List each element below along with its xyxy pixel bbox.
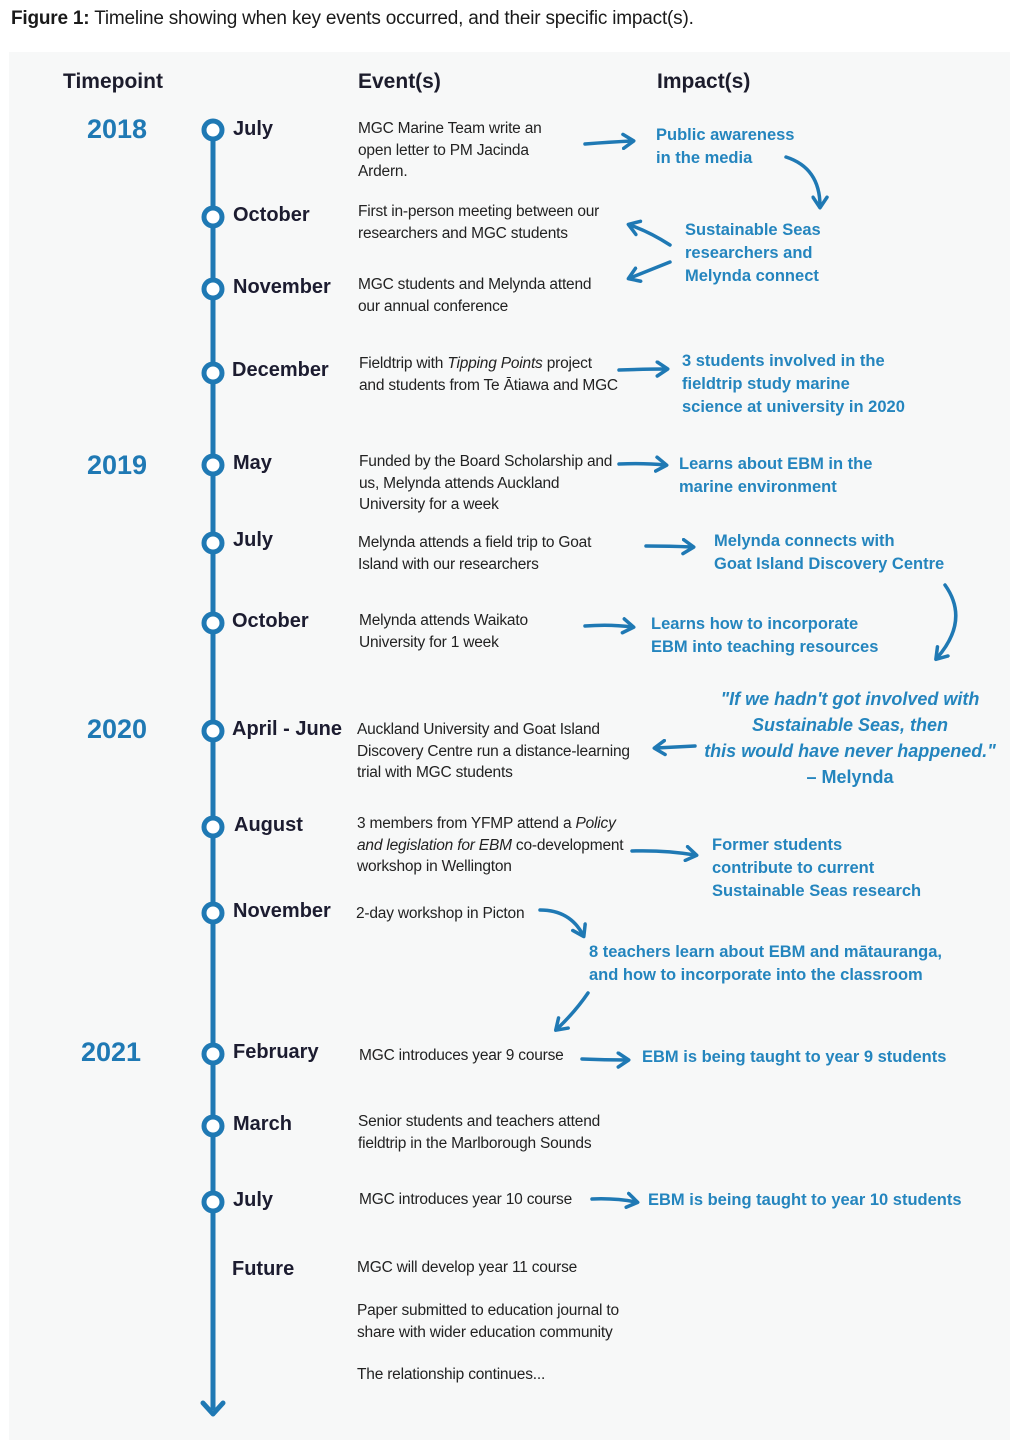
impact-text: Sustainable Seas researchers and Melynda connect [685, 221, 821, 285]
month-label: July [233, 118, 274, 140]
month-label: July [233, 529, 274, 551]
event-text: MGC students and Melynda attend our annual conference [358, 276, 592, 315]
month-label: November [233, 900, 331, 922]
event-text: Senior students and teachers attend fieldtrip in the Marlborough Sounds [358, 1113, 601, 1152]
year-2021: 2021 [81, 1037, 142, 1067]
month-label: March [233, 1113, 292, 1135]
impact-text: Melynda connects with Goat Island Discovery Centre [714, 532, 945, 573]
month-label: February [233, 1041, 319, 1063]
arrow-right-icon [585, 141, 632, 144]
event-text: Melynda attends a field trip to Goat Island with our researchers [358, 534, 592, 573]
event-text: 2-day workshop in Picton [356, 905, 525, 922]
arrow-down-left-icon [557, 993, 588, 1029]
header-timepoint: Timepoint [63, 70, 163, 93]
node-2021-march [204, 1117, 222, 1135]
month-label: December [232, 359, 329, 381]
month-label: July [233, 1189, 274, 1211]
event-text-part: 3 members from YFMP attend a [357, 815, 576, 832]
event-text [359, 353, 618, 396]
node-2018-july [204, 121, 222, 139]
event-text: First in-person meeting between our researchers and MGC students [358, 203, 600, 242]
month-label: April - June [232, 718, 343, 740]
node-2020-november [204, 904, 222, 922]
month-label: November [233, 276, 331, 298]
arrow-right-icon [582, 1059, 627, 1060]
figure-caption-text: Timeline showing when key events occurred, and their specific impact(s). [94, 8, 694, 29]
arrow-left-icon [656, 746, 695, 748]
node-2021-february [204, 1045, 222, 1063]
event-text: Auckland University and Goat Island Discovery Centre run a distance-learning trial with MGC students [357, 721, 630, 781]
node-2018-october [204, 208, 222, 226]
node-2019-may [204, 456, 222, 474]
impact-text: Learns about EBM in the marine environment [679, 455, 873, 496]
arrow-right-icon [619, 369, 666, 370]
year-2019: 2019 [87, 450, 148, 480]
impact-text: Former students contribute to current Sustainable Seas research [712, 836, 922, 900]
month-label: Future [232, 1258, 295, 1280]
arrow-right-icon [632, 851, 695, 855]
node-2019-october [204, 614, 222, 632]
event-text: Melynda attends Waikato University for 1 week [359, 612, 528, 651]
melynda-quote [700, 686, 1000, 790]
event-text: Funded by the Board Scholarship and us, Melynda attends Auckland University for a week [359, 453, 613, 513]
event-text-part: co-development workshop in Wellington [357, 836, 624, 875]
arrow-curve-down-icon [937, 585, 956, 658]
impact-text: 8 teachers learn about EBM and mātauranga, and how to incorporate into the classroom [589, 943, 943, 984]
month-label: October [232, 610, 309, 632]
arrow-right-icon [585, 625, 632, 627]
impact-text: 3 students involved in the fieldtrip study marine science at university in 2020 [682, 352, 905, 416]
event-text: MGC Marine Team write an open letter to PM Jacinda Ardern. [358, 120, 542, 180]
quote-author: – Melynda [806, 767, 894, 787]
impact-text: EBM is being taught to year 10 students [648, 1191, 962, 1209]
header-events: Event(s) [358, 70, 441, 93]
event-text: MGC introduces year 10 course [359, 1191, 573, 1208]
event-text-italic: Tipping Points [447, 355, 543, 372]
quote-text: "If we hadn't got involved with Sustainable Seas, then this would have never happened." [704, 689, 996, 761]
month-label: May [233, 452, 272, 474]
arrow-right-icon [592, 1199, 636, 1202]
month-label: August [234, 814, 303, 836]
month-label: October [233, 204, 310, 226]
node-2018-november [204, 280, 222, 298]
header-impacts: Impact(s) [657, 70, 751, 93]
event-text: The relationship continues... [357, 1366, 546, 1383]
impact-text: EBM is being taught to year 9 students [642, 1048, 947, 1066]
event-text: MGC will develop year 11 course [357, 1259, 578, 1276]
arrow-left-icon [630, 225, 670, 245]
event-text: MGC introduces year 9 course [359, 1047, 564, 1064]
impact-text: Learns how to incorporate EBM into teaching resources [651, 615, 879, 656]
year-2020: 2020 [87, 714, 148, 744]
arrow-left-icon [630, 262, 670, 278]
event-text-part: project and students from Te Ātiawa and MGC [359, 355, 618, 394]
event-text: Paper submitted to education journal to share with wider education community [357, 1302, 619, 1341]
impact-text: Public awareness in the media [656, 126, 795, 167]
event-text [357, 813, 623, 878]
arrow-right-icon [619, 464, 665, 465]
node-2018-december [204, 364, 222, 382]
node-2020-august [204, 818, 222, 836]
node-2019-july [204, 534, 222, 552]
arrow-curve-down-icon [540, 910, 583, 935]
event-text-italic: Policy and legislation for EBM [357, 815, 616, 854]
figure-caption-label: Figure 1: [11, 8, 90, 29]
year-2018: 2018 [87, 114, 148, 144]
node-2021-july [204, 1193, 222, 1211]
arrow-right-icon [646, 546, 692, 547]
node-2020-april-june [204, 722, 222, 740]
event-text-part: Fieldtrip with [359, 355, 448, 372]
